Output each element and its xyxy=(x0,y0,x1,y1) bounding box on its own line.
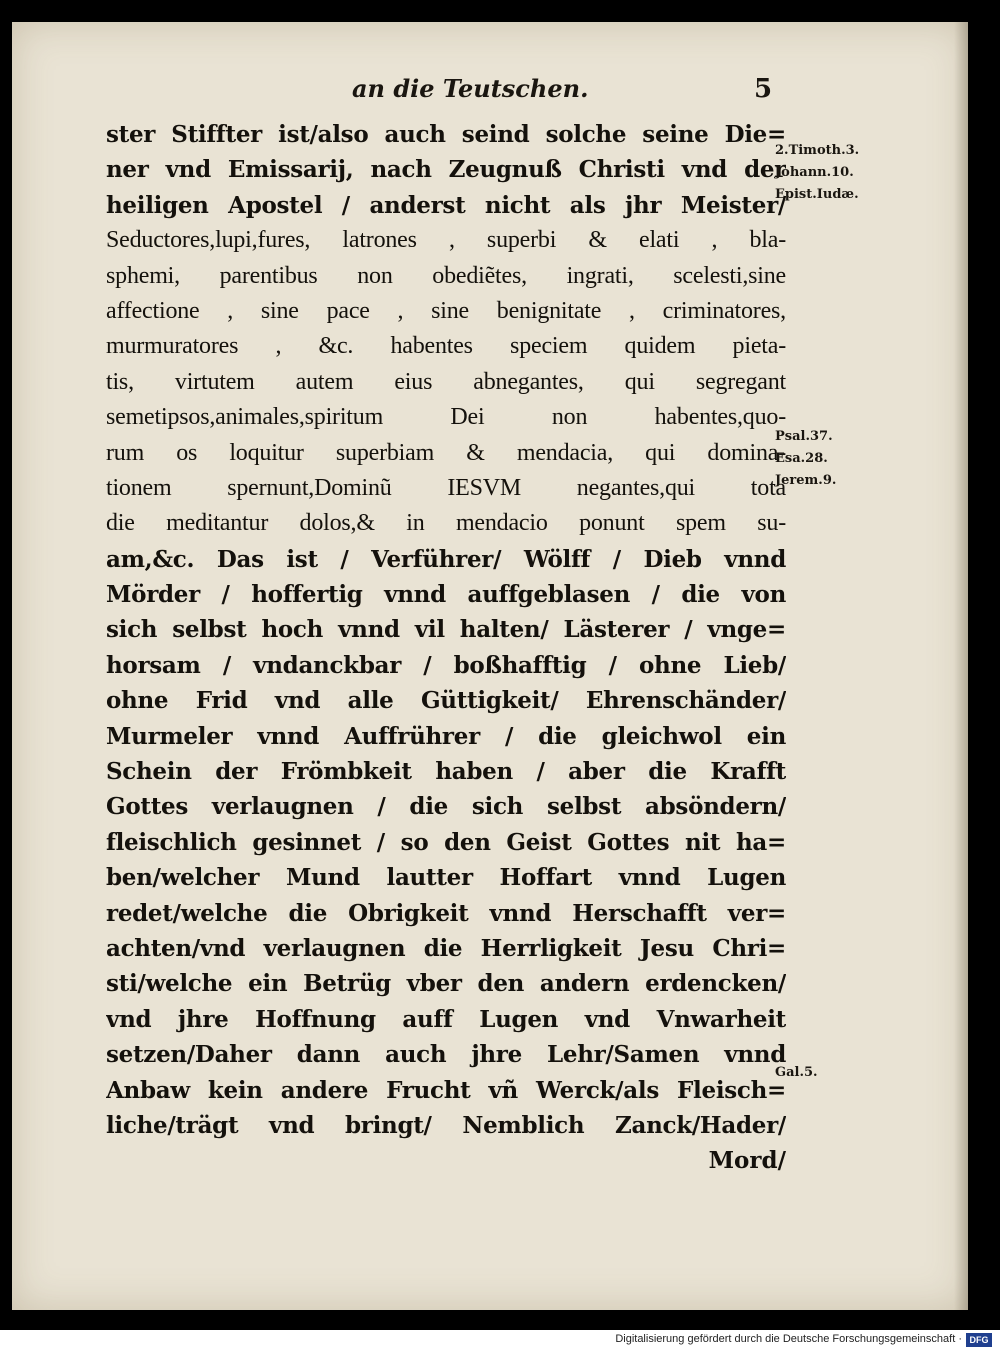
text-line: sphemi, parentibus non obediẽtes, ingrati, scelesti,sine xyxy=(106,262,786,289)
text-line: ster Stiffter ist/also auch seind solche seine Die= xyxy=(106,121,786,148)
margin-note-timothy xyxy=(775,140,859,206)
page-number: 5 xyxy=(754,74,773,104)
text-line: setzen/Daher dann auch jhre Lehr/Samen vnnd xyxy=(106,1041,786,1069)
text-line: die meditantur dolos,& in mendacio ponunt spem su- xyxy=(106,510,786,537)
text-line: am,&c. Das ist / Verführer/ Wölff / Dieb vnnd xyxy=(106,545,786,573)
text-line: affectione , sine pace , sine benignitate , criminatores, xyxy=(106,297,786,324)
text-line: Anbaw kein andere Frucht vñ Werck/als Fleisch= xyxy=(106,1076,786,1104)
text-line: liche/trägt vnd bringt/ Nemblich Zanck/Hader/ xyxy=(106,1111,786,1139)
text-line: Gottes verlaugnen / die sich selbst absöndern/ xyxy=(106,793,786,821)
text-line: fleischlich gesinnet / so den Geist Gottes nit ha= xyxy=(106,828,786,856)
text-line: murmuratores , &c. habentes speciem quidem pieta- xyxy=(106,333,786,360)
text-line: ner vnd Emissarij, nach Zeugnuß Christi vnd der xyxy=(106,156,786,184)
margin-note-line: Epist.Iudæ. xyxy=(775,187,859,202)
text-line: tionem spernunt,Dominũ IESVM negantes,qui tota xyxy=(106,474,786,501)
text-line: Seductores,lupi,fures, latrones , superbi & elati , bla- xyxy=(106,227,786,254)
text-line: sich selbst hoch vnnd vil halten/ Lästerer / vnge= xyxy=(106,616,786,644)
text-line: ben/welcher Mund lautter Hoffart vnnd Lugen xyxy=(106,864,786,892)
text-line: semetipsos,animales,spiritum Dei non habentes,quo- xyxy=(106,404,786,431)
margin-note-psalm xyxy=(775,426,836,492)
text-line: Murmeler vnnd Auffrührer / die gleichwol ein xyxy=(106,722,786,750)
text-line: rum os loquitur superbiam & mendacia, qui domina- xyxy=(106,439,786,466)
margin-note-line: Jerem.9. xyxy=(775,473,837,488)
margin-note-line: Psal.37. xyxy=(775,429,833,444)
margin-note-line: Johann.10. xyxy=(775,165,854,180)
text-line: ohne Frid vnd alle Güttigkeit/ Ehrenschänder/ xyxy=(106,687,786,715)
text-line: Mörder / hoffertig vnnd auffgeblasen / die von xyxy=(106,581,786,609)
funding-bar xyxy=(0,1330,1000,1351)
running-title: an die Teutschen. xyxy=(352,74,589,103)
text-line: sti/welche ein Betrüg vber den andern erdencken/ xyxy=(106,970,786,998)
dfg-logo: DFG xyxy=(966,1333,992,1347)
funding-text: Digitalisierung gefördert durch die Deutsche Forschungsgemeinschaft · xyxy=(615,1333,962,1345)
text-line: Schein der Frömbkeit haben / aber die Krafft xyxy=(106,758,786,786)
text-line: horsam / vndanckbar / boßhafftig / ohne Lieb/ xyxy=(106,651,786,679)
main-text-block xyxy=(106,117,786,1179)
text-line: tis, virtutem autem eius abnegantes, qui segregant xyxy=(106,368,786,395)
running-head xyxy=(12,74,968,114)
page-edge-shadow xyxy=(954,22,968,1310)
margin-note-galatians xyxy=(775,1062,818,1084)
margin-note-line: Gal.5. xyxy=(775,1065,818,1080)
text-line: vnd jhre Hoffnung auff Lugen vnd Vnwarheit xyxy=(106,1005,786,1033)
catchword: Mord/ xyxy=(708,1147,786,1175)
text-line: achten/vnd verlaugnen die Herrligkeit Jesu Chri= xyxy=(106,934,786,962)
text-line: redet/welche die Obrigkeit vnnd Herschafft ver= xyxy=(106,899,786,927)
margin-note-line: Esa.28. xyxy=(775,451,828,466)
book-page xyxy=(12,22,968,1310)
text-line: heiligen Apostel / anderst nicht als jhr Meister/ xyxy=(106,191,786,219)
margin-note-line: 2.Timoth.3. xyxy=(775,143,860,158)
